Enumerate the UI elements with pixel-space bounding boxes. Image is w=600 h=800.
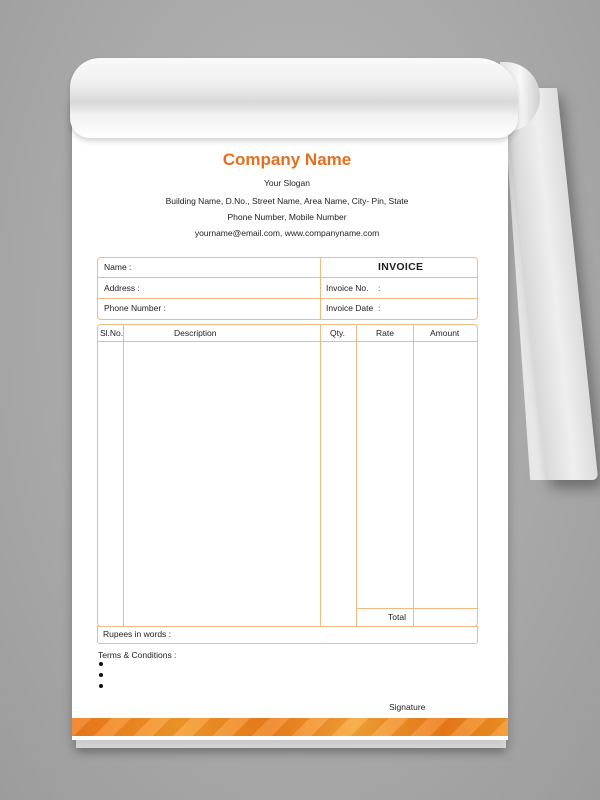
company-phones: Phone Number, Mobile Number [227,212,347,222]
company-name: Company Name [222,150,352,169]
rupees-in-words-label: Rupees in words : [103,629,172,639]
total-label: Total [388,612,406,622]
orange-footer-band [72,718,508,736]
invoice-number-colon: : [378,283,381,293]
invoice-number-label: Invoice No. [326,283,369,293]
company-slogan: Your Slogan [263,178,310,188]
terms-bullet-1 [99,662,103,666]
terms-bullet-2 [99,673,103,677]
signature-label: Signature [389,702,426,712]
customer-phone-label: Phone Number : [104,303,166,313]
column-header-description: Description [174,328,217,338]
terms-bullet-3 [99,684,103,688]
invoice-title: INVOICE [378,261,424,273]
column-header-qty: Qty. [330,328,345,338]
column-header-rate: Rate [376,328,394,338]
invoice-date-label: Invoice Date [326,303,374,313]
customer-address-label: Address : [104,283,140,293]
invoice-date-colon: : [378,303,381,313]
terms-title: Terms & Conditions : [98,650,177,660]
customer-name-label: Name : [104,262,132,272]
company-contact: yourname@email.com, www.companyname.com [194,228,380,238]
items-table [97,324,478,627]
company-address: Building Name, D.No., Street Name, Area Name, City- Pin, State [165,196,409,206]
column-header-slno: Sl.No. [100,328,124,338]
column-header-amount: Amount [430,328,460,338]
binding-roll [70,58,518,138]
